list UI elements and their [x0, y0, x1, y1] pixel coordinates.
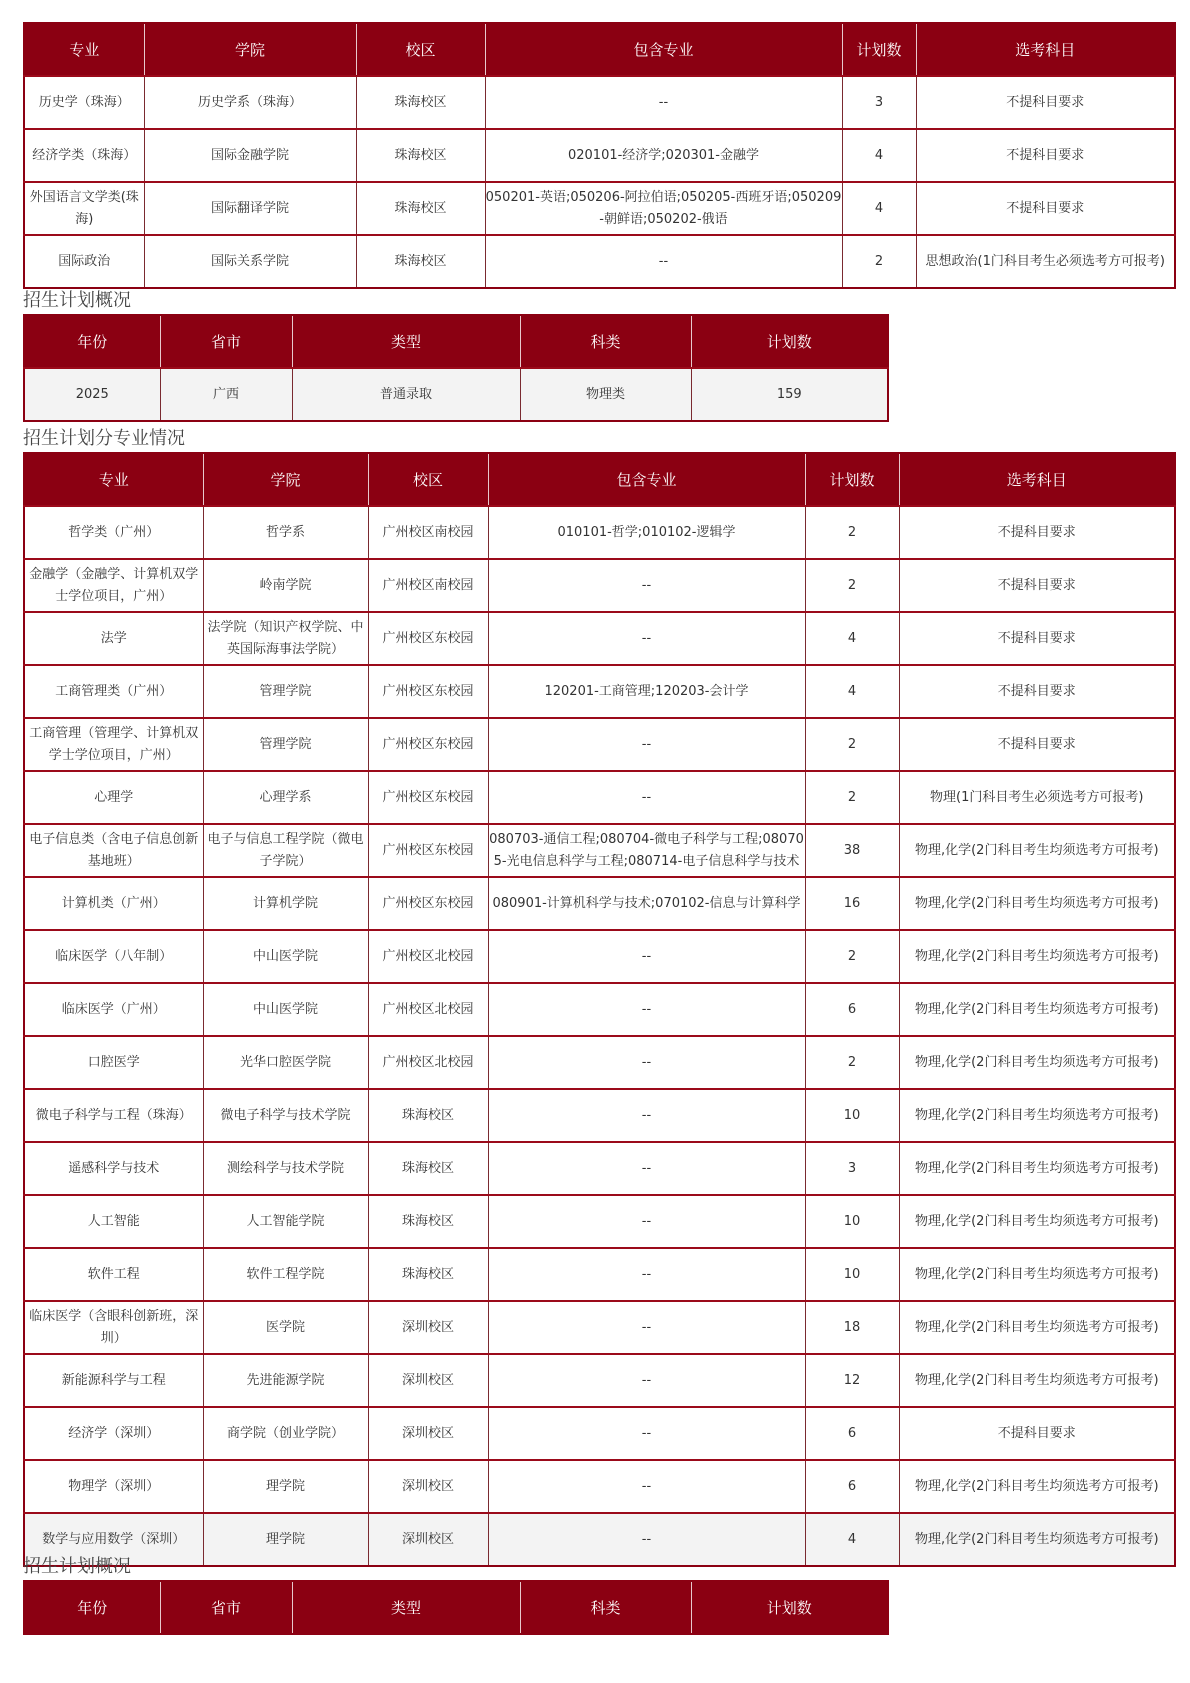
table-cell: 光华口腔医学院 — [203, 1036, 368, 1089]
table-cell: 不提科目要求 — [899, 506, 1175, 559]
table-row — [24, 1407, 1175, 1460]
table-cell: 测绘科学与技术学院 — [203, 1142, 368, 1195]
table-cell: 物理,化学(2门科目考生均须选考方可报考) — [899, 1036, 1175, 1089]
column-header: 校区 — [368, 453, 488, 506]
table-cell: 电子与信息工程学院（微电子学院） — [203, 824, 368, 877]
table-row — [24, 1354, 1175, 1407]
table-cell: 中山医学院 — [203, 930, 368, 983]
table-cell: -- — [488, 612, 805, 665]
table-cell: 18 — [805, 1301, 899, 1354]
table-cell: 微电子科学与技术学院 — [203, 1089, 368, 1142]
table-cell: 广州校区东校园 — [368, 612, 488, 665]
table-cell: -- — [488, 1354, 805, 1407]
table-cell: -- — [488, 1195, 805, 1248]
table-cell: 3 — [842, 76, 916, 129]
table-cell: 不提科目要求 — [899, 612, 1175, 665]
column-header: 选考科目 — [916, 23, 1175, 76]
table-cell: 2 — [805, 559, 899, 612]
table-cell: 080703-通信工程;080704-微电子科学与工程;080705-光电信息科学与工程;080714-电子信息科学与技术 — [488, 824, 805, 877]
table-cell: 物理,化学(2门科目考生均须选考方可报考) — [899, 1354, 1175, 1407]
table-row — [24, 1142, 1175, 1195]
table-row — [24, 612, 1175, 665]
table-cell: 珠海校区 — [356, 235, 485, 288]
table-row — [24, 771, 1175, 824]
table-cell: -- — [488, 1036, 805, 1089]
table-cell: -- — [488, 559, 805, 612]
table-cell: 4 — [805, 665, 899, 718]
table-row — [24, 129, 1175, 182]
table-cell: 深圳校区 — [368, 1407, 488, 1460]
by-major-table — [23, 452, 1176, 1567]
table-cell: 普通录取 — [292, 368, 520, 421]
table-cell: 深圳校区 — [368, 1460, 488, 1513]
table-row — [24, 930, 1175, 983]
table-row — [24, 877, 1175, 930]
table-cell: 深圳校区 — [368, 1354, 488, 1407]
table-cell: -- — [488, 1089, 805, 1142]
overview-table-2-wrap — [23, 1580, 889, 1635]
table-cell: 珠海校区 — [356, 129, 485, 182]
table-row — [24, 235, 1175, 288]
table-cell: 遥感科学与技术 — [24, 1142, 203, 1195]
table-cell: 经济学类（珠海） — [24, 129, 144, 182]
table-cell: 国际关系学院 — [144, 235, 356, 288]
table-cell: -- — [488, 771, 805, 824]
table-cell: 6 — [805, 983, 899, 1036]
table-row — [24, 1248, 1175, 1301]
overview-table-wrap — [23, 314, 889, 422]
column-header: 计划数 — [805, 453, 899, 506]
table-cell: 159 — [691, 368, 888, 421]
column-header: 学院 — [203, 453, 368, 506]
table-cell: 2 — [842, 235, 916, 288]
section-title-overview-2: 招生计划概况 — [23, 1556, 131, 1577]
table-cell: 10 — [805, 1195, 899, 1248]
table-cell: 临床医学（含眼科创新班，深圳） — [24, 1301, 203, 1354]
table-cell: 广州校区东校园 — [368, 771, 488, 824]
table-cell: -- — [488, 718, 805, 771]
table-cell: 珠海校区 — [368, 1089, 488, 1142]
table-cell: 16 — [805, 877, 899, 930]
table-cell: 中山医学院 — [203, 983, 368, 1036]
table-cell: -- — [485, 76, 842, 129]
column-header: 包含专业 — [485, 23, 842, 76]
table-row — [24, 718, 1175, 771]
table-cell: 不提科目要求 — [916, 182, 1175, 235]
table-cell: 法学院（知识产权学院、中英国际海事法学院） — [203, 612, 368, 665]
table-cell: 4 — [805, 612, 899, 665]
table-cell: 物理学（深圳） — [24, 1460, 203, 1513]
table-cell: 广州校区南校园 — [368, 559, 488, 612]
table-row — [24, 1460, 1175, 1513]
table-cell: -- — [488, 983, 805, 1036]
table-cell: 医学院 — [203, 1301, 368, 1354]
table-cell: 6 — [805, 1460, 899, 1513]
table-cell: 2025 — [24, 368, 160, 421]
table-cell: -- — [488, 1460, 805, 1513]
table-cell: 广州校区北校园 — [368, 930, 488, 983]
table-cell: 3 — [805, 1142, 899, 1195]
table-cell: 金融学（金融学、计算机双学士学位项目，广州） — [24, 559, 203, 612]
table-cell: 计算机学院 — [203, 877, 368, 930]
table-cell: 思想政治(1门科目考生必须选考方可报考) — [916, 235, 1175, 288]
column-header: 年份 — [24, 1581, 160, 1634]
table-cell: 人工智能学院 — [203, 1195, 368, 1248]
table-cell: 工商管理类（广州） — [24, 665, 203, 718]
table-cell: 广州校区东校园 — [368, 718, 488, 771]
table-cell: 不提科目要求 — [899, 718, 1175, 771]
column-header: 计划数 — [691, 315, 888, 368]
table-cell: 国际金融学院 — [144, 129, 356, 182]
table-cell: -- — [488, 1301, 805, 1354]
column-header: 省市 — [160, 1581, 292, 1634]
table-cell: 2 — [805, 930, 899, 983]
major-table — [23, 22, 1176, 289]
column-header: 省市 — [160, 315, 292, 368]
table-cell: 电子信息类（含电子信息创新基地班） — [24, 824, 203, 877]
table-row — [24, 1513, 1175, 1566]
table-cell: -- — [488, 1142, 805, 1195]
table-cell: 工商管理（管理学、计算机双学士学位项目，广州） — [24, 718, 203, 771]
table-cell: -- — [488, 1513, 805, 1566]
table-row — [24, 76, 1175, 129]
table-cell: 国际政治 — [24, 235, 144, 288]
table-cell: 软件工程 — [24, 1248, 203, 1301]
major-plan-table-top — [23, 22, 1176, 289]
table-cell: -- — [488, 1248, 805, 1301]
table-cell: 4 — [842, 182, 916, 235]
table-cell: 物理,化学(2门科目考生均须选考方可报考) — [899, 1460, 1175, 1513]
table-row — [24, 1089, 1175, 1142]
table-cell: 经济学（深圳） — [24, 1407, 203, 1460]
table-cell: 2 — [805, 718, 899, 771]
table-cell: 哲学系 — [203, 506, 368, 559]
table-cell: 哲学类（广州） — [24, 506, 203, 559]
table-row — [24, 665, 1175, 718]
table-cell: 珠海校区 — [356, 182, 485, 235]
table-cell: 人工智能 — [24, 1195, 203, 1248]
table-cell: 岭南学院 — [203, 559, 368, 612]
table-row — [24, 368, 888, 421]
table-cell: 050201-英语;050206-阿拉伯语;050205-西班牙语;050209-朝鲜语;050202-俄语 — [485, 182, 842, 235]
table-cell: 020101-经济学;020301-金融学 — [485, 129, 842, 182]
table-cell: 广州校区东校园 — [368, 824, 488, 877]
table-cell: 广州校区北校园 — [368, 1036, 488, 1089]
column-header: 包含专业 — [488, 453, 805, 506]
table-cell: 外国语言文学类(珠海) — [24, 182, 144, 235]
table-cell: 物理,化学(2门科目考生均须选考方可报考) — [899, 1301, 1175, 1354]
overview-table — [23, 314, 889, 422]
table-cell: 深圳校区 — [368, 1513, 488, 1566]
table-cell: 管理学院 — [203, 718, 368, 771]
table-cell: 广州校区南校园 — [368, 506, 488, 559]
section-title-overview: 招生计划概况 — [23, 290, 131, 311]
column-header: 选考科目 — [899, 453, 1175, 506]
table-cell: 2 — [805, 1036, 899, 1089]
table-cell: 4 — [842, 129, 916, 182]
table-cell: 物理,化学(2门科目考生均须选考方可报考) — [899, 983, 1175, 1036]
table-cell: 不提科目要求 — [916, 76, 1175, 129]
table-cell: 10 — [805, 1248, 899, 1301]
table-cell: 法学 — [24, 612, 203, 665]
table-cell: 口腔医学 — [24, 1036, 203, 1089]
table-row — [24, 1036, 1175, 1089]
table-cell: 2 — [805, 771, 899, 824]
column-header: 计划数 — [691, 1581, 888, 1634]
column-header: 科类 — [520, 315, 691, 368]
column-header: 校区 — [356, 23, 485, 76]
table-cell: 不提科目要求 — [899, 665, 1175, 718]
table-cell: 物理(1门科目考生必须选考方可报考) — [899, 771, 1175, 824]
table-cell: -- — [488, 930, 805, 983]
table-row — [24, 559, 1175, 612]
column-header: 专业 — [24, 453, 203, 506]
table-cell: 珠海校区 — [368, 1248, 488, 1301]
table-cell: 管理学院 — [203, 665, 368, 718]
table-cell: 深圳校区 — [368, 1301, 488, 1354]
column-header: 科类 — [520, 1581, 691, 1634]
table-cell: -- — [488, 1407, 805, 1460]
table-cell: -- — [485, 235, 842, 288]
table-cell: 软件工程学院 — [203, 1248, 368, 1301]
table-cell: 不提科目要求 — [916, 129, 1175, 182]
table-cell: 物理,化学(2门科目考生均须选考方可报考) — [899, 877, 1175, 930]
table-cell: 不提科目要求 — [899, 1407, 1175, 1460]
table-cell: 珠海校区 — [368, 1195, 488, 1248]
table-cell: 物理,化学(2门科目考生均须选考方可报考) — [899, 1513, 1175, 1566]
table-cell: 4 — [805, 1513, 899, 1566]
table-row — [24, 1301, 1175, 1354]
overview-table-2 — [23, 1580, 889, 1635]
table-cell: 计算机类（广州） — [24, 877, 203, 930]
table-cell: 10 — [805, 1089, 899, 1142]
column-header: 类型 — [292, 1581, 520, 1634]
table-cell: 临床医学（八年制） — [24, 930, 203, 983]
table-cell: 广州校区东校园 — [368, 877, 488, 930]
table-cell: 物理,化学(2门科目考生均须选考方可报考) — [899, 930, 1175, 983]
column-header: 专业 — [24, 23, 144, 76]
table-cell: 6 — [805, 1407, 899, 1460]
table-cell: 物理,化学(2门科目考生均须选考方可报考) — [899, 1195, 1175, 1248]
table-cell: 2 — [805, 506, 899, 559]
table-cell: 珠海校区 — [356, 76, 485, 129]
table-cell: 心理学 — [24, 771, 203, 824]
table-cell: 数学与应用数学（深圳） — [24, 1513, 203, 1566]
table-cell: 080901-计算机科学与技术;070102-信息与计算科学 — [488, 877, 805, 930]
table-cell: 商学院（创业学院） — [203, 1407, 368, 1460]
table-cell: 新能源科学与工程 — [24, 1354, 203, 1407]
table-cell: 010101-哲学;010102-逻辑学 — [488, 506, 805, 559]
table-cell: 微电子科学与工程（珠海） — [24, 1089, 203, 1142]
column-header: 学院 — [144, 23, 356, 76]
table-cell: 历史学（珠海） — [24, 76, 144, 129]
table-cell: 120201-工商管理;120203-会计学 — [488, 665, 805, 718]
table-cell: 物理类 — [520, 368, 691, 421]
table-cell: 广西 — [160, 368, 292, 421]
table-cell: 广州校区东校园 — [368, 665, 488, 718]
table-row — [24, 824, 1175, 877]
section-title-by-major: 招生计划分专业情况 — [23, 428, 185, 449]
table-cell: 心理学系 — [203, 771, 368, 824]
table-cell: 不提科目要求 — [899, 559, 1175, 612]
table-cell: 历史学系（珠海） — [144, 76, 356, 129]
table-cell: 理学院 — [203, 1513, 368, 1566]
table-cell: 物理,化学(2门科目考生均须选考方可报考) — [899, 1142, 1175, 1195]
column-header: 计划数 — [842, 23, 916, 76]
table-cell: 12 — [805, 1354, 899, 1407]
table-cell: 临床医学（广州） — [24, 983, 203, 1036]
table-row — [24, 983, 1175, 1036]
column-header: 年份 — [24, 315, 160, 368]
table-cell: 理学院 — [203, 1460, 368, 1513]
table-cell: 国际翻译学院 — [144, 182, 356, 235]
table-cell: 物理,化学(2门科目考生均须选考方可报考) — [899, 824, 1175, 877]
table-cell: 物理,化学(2门科目考生均须选考方可报考) — [899, 1248, 1175, 1301]
table-cell: 广州校区北校园 — [368, 983, 488, 1036]
table-cell: 物理,化学(2门科目考生均须选考方可报考) — [899, 1089, 1175, 1142]
table-row — [24, 182, 1175, 235]
by-major-table-wrap — [23, 452, 1176, 1567]
table-cell: 珠海校区 — [368, 1142, 488, 1195]
table-cell: 先进能源学院 — [203, 1354, 368, 1407]
table-row — [24, 1195, 1175, 1248]
table-row — [24, 506, 1175, 559]
column-header: 类型 — [292, 315, 520, 368]
table-cell: 38 — [805, 824, 899, 877]
